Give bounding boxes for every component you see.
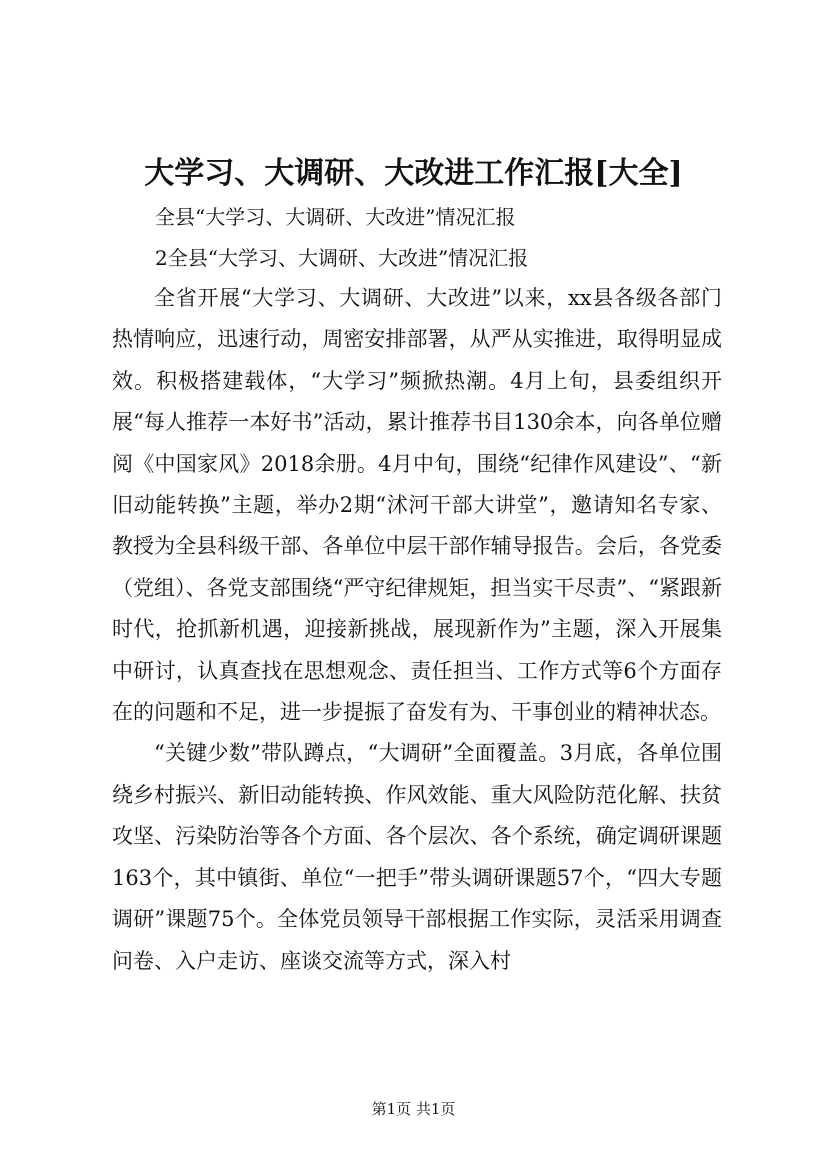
subtitle-line-2: 2全县“大学习、大调研、大改进”情况汇报	[155, 246, 529, 270]
page-number: 第1页 共1页	[371, 1100, 456, 1118]
document-body	[112, 278, 722, 982]
document-title: 大学习、大调研、大改进工作汇报[大全]	[144, 156, 683, 191]
subtitle-line-1: 全县“大学习、大调研、大改进”情况汇报	[155, 205, 516, 229]
body-paragraph-2: “关键少数”带队蹲点，“大调研”全面覆盖。3月底，各单位围绕乡村振兴、新旧动能转换、作风效能、重大风险防范化解、扶贫攻坚、污染防治等各个方面、各个层次、各个系统，确定调研课题163个，其中镇街、单位“一把手”带头调研课题57个，“四大专题调研”课题75个。全体党员领导干部根据工作实际，灵活采用调查问卷、入户走访、座谈交流等方式，深入村	[112, 741, 722, 973]
body-paragraph-1: 全省开展“大学习、大调研、大改进”以来，xx县各级各部门热情响应，迅速行动，周密安排部署，从严从实推进，取得明显成效。积极搭建载体，“大学习”频掀热潮。4月上旬，县委组织开展“每人推荐一本好书”活动，累计推荐书目130余本，向各单位赠阅《中国家风》2018余册。4月中旬，围绕“纪律作风建设”、“新旧动能转换”主题，举办2期“沭河干部大讲堂”，邀请知名专家、教授为全县科级干部、各单位中层干部作辅导报告。会后，各党委（党组）、各党支部围绕“严守纪律规矩，担当实干尽责”、“紧跟新时代，抢抓新机遇，迎接新挑战，展现新作为”主题，深入开展集中研讨，认真查找在思想观念、责任担当、工作方式等6个方面存在的问题和不足，进一步提振了奋发有为、干事创业的精神状态。	[112, 286, 722, 725]
